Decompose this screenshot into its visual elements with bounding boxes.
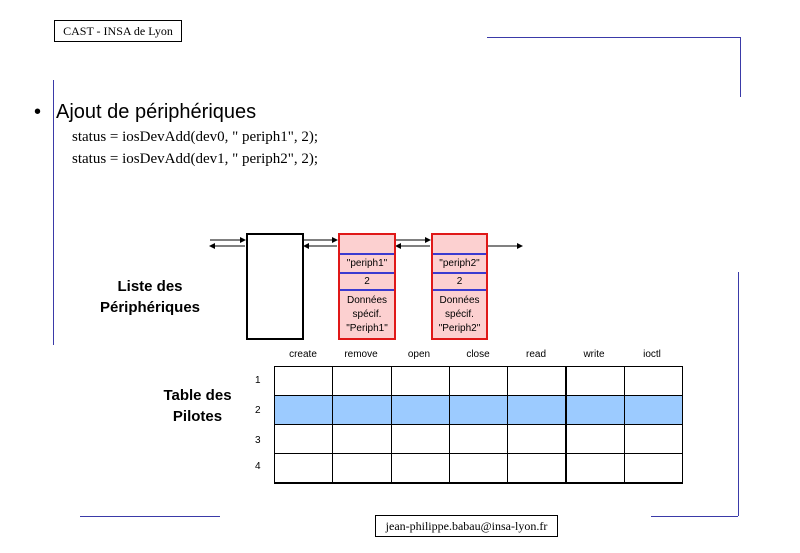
device-separator	[340, 272, 394, 274]
driver-table-label	[150, 385, 245, 427]
column-header-create: create	[289, 349, 317, 360]
table-cell	[391, 453, 450, 483]
table-cell	[624, 366, 683, 396]
table-cell	[449, 453, 508, 483]
device-list-label-line1: Liste des	[117, 278, 183, 295]
row-header-4: 4	[255, 461, 261, 472]
table-cell	[507, 395, 566, 425]
slide-title: Ajout de périphériques	[56, 101, 257, 123]
bullet-marker: •	[34, 101, 42, 123]
device-driver-number: 2	[364, 276, 370, 287]
device-separator	[340, 253, 394, 255]
device-data-line3: "Periph2"	[438, 323, 481, 334]
table-cell	[391, 366, 450, 396]
column-header-close: close	[466, 349, 490, 360]
table-cell	[391, 424, 450, 454]
table-cell	[449, 424, 508, 454]
device-list-label-line2: Périphériques	[99, 299, 201, 316]
driver-table-label-line1: Table des	[163, 387, 232, 404]
column-header-remove: remove	[344, 349, 378, 360]
table-cell	[507, 453, 566, 483]
table-cell	[449, 366, 508, 396]
table-cell	[274, 366, 333, 396]
row-header-1: 1	[255, 375, 261, 386]
driver-table-grid	[274, 366, 683, 484]
table-cell	[507, 366, 566, 396]
table-cell	[624, 395, 683, 425]
table-cell	[507, 424, 566, 454]
device-data-line1: Données	[346, 295, 388, 306]
driver-table-label-line2: Pilotes	[172, 408, 223, 425]
code-line-1: status = iosDevAdd(dev0, " periph1", 2);	[72, 129, 319, 145]
table-cell	[624, 424, 683, 454]
column-header-read: read	[525, 349, 546, 360]
device-data-line1: Données	[439, 295, 480, 306]
table-cell	[566, 366, 625, 396]
column-header-write: write	[583, 349, 605, 360]
column-header-ioctl: ioctl	[643, 349, 661, 360]
header-title: CAST - INSA de Lyon	[54, 20, 182, 42]
device-node-periph2	[431, 233, 488, 340]
table-cell	[274, 453, 333, 483]
table-cell	[391, 395, 450, 425]
device-data-line2: spécif.	[445, 309, 474, 320]
table-cell	[274, 424, 333, 454]
code-line-2: status = iosDevAdd(dev1, " periph2", 2);	[72, 151, 319, 167]
table-cell	[332, 453, 391, 483]
table-cell	[566, 424, 625, 454]
table-cell	[332, 395, 391, 425]
table-cell	[274, 395, 333, 425]
list-head-box	[246, 233, 304, 340]
device-node-periph1	[338, 233, 396, 340]
footer-email: jean-philippe.babau@insa-lyon.fr	[375, 515, 558, 537]
row-header-3: 3	[255, 435, 261, 446]
table-cell	[332, 424, 391, 454]
table-cell	[566, 453, 625, 483]
device-separator	[340, 289, 394, 291]
device-driver-number: 2	[456, 276, 463, 287]
table-cell	[624, 453, 683, 483]
device-name: "periph1"	[346, 258, 388, 269]
table-cell	[449, 395, 508, 425]
device-name: "periph2"	[439, 258, 480, 269]
column-header-open: open	[407, 349, 431, 360]
device-separator	[433, 272, 486, 274]
table-cell	[332, 366, 391, 396]
table-cell	[566, 395, 625, 425]
row-header-2: 2	[255, 405, 261, 416]
device-separator	[433, 253, 486, 255]
device-data-line2: spécif.	[352, 309, 382, 320]
device-data-line3: "Periph1"	[346, 323, 388, 334]
device-separator	[433, 289, 486, 291]
